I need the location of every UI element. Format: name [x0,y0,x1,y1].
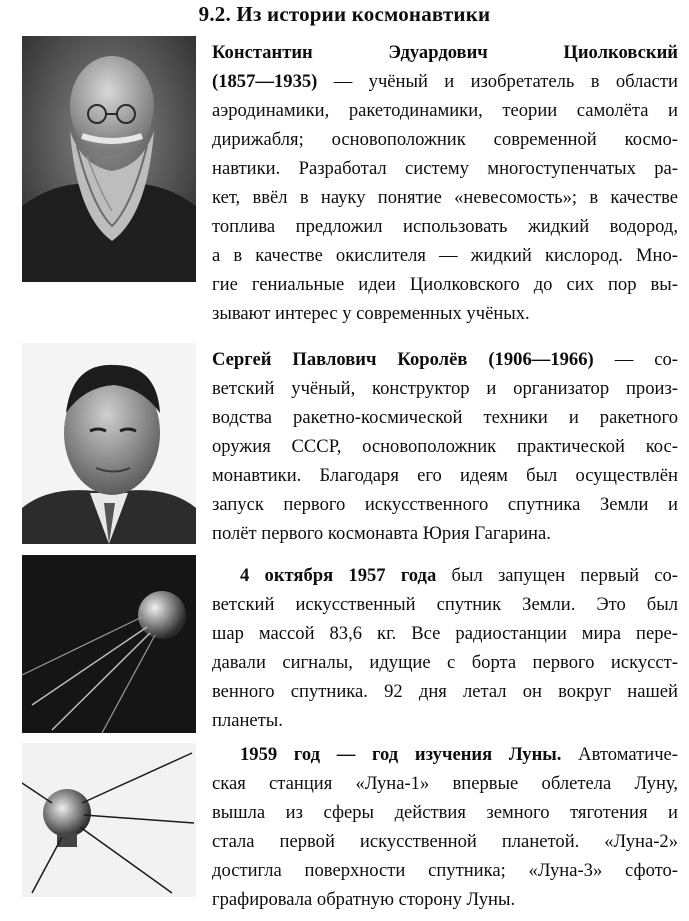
text-line: аэродинамики, ракетодинамики, теории самолёта и [212,100,678,121]
text-line: полёт первого космонавта Юрия Гагарина. [212,523,551,544]
luna-station-photo-icon [22,743,196,897]
text-line: графировала обратную сторону Луны. [212,889,516,910]
text-line: вышла из сферы действия земного тяготения и [212,802,678,823]
text-line: оружия СССР, основоположник практической кос- [212,436,678,457]
text-line: планеты. [212,710,283,731]
text-line: 4 октября 1957 года был запущен первый со- [240,565,678,586]
text-line: дирижабля; основоположник современной космо- [212,129,678,150]
entry-sputnik [212,561,678,735]
text-line: ветский учёный, конструктор и организатор произ- [212,378,678,399]
text-line: (1857—1935) — учёный и изобретатель в области [212,71,678,92]
text-line: Константин Эдуардович Циолковский [212,42,678,63]
text-line: ветский искусственный спутник Земли. Это был [212,594,678,615]
text-line: водства ракетно-космической техники и ракетного [212,407,678,428]
text-line: монавтики. Благодаря его идеям был осуществлён [212,465,678,486]
text-line: зывают интерес у современных учёных. [212,303,530,324]
text-line: топлива предложил использовать жидкий водород, [212,216,678,237]
text-line: запуск первого искусственного спутника Земли и [212,494,678,515]
text-line: Сергей Павлович Королёв (1906—1966) — со- [212,349,678,370]
text-line: ская станция «Луна-1» впервые облетела Луну, [212,773,678,794]
text-line: стала первой искусственной планетой. «Луна-2» [212,831,678,852]
entry-korolev [212,345,678,548]
text-line: достигла поверхности спутника; «Луна-3» сфото- [212,860,678,881]
entry-luna [212,740,678,914]
korolev-portrait-icon [22,343,196,544]
page-title: 9.2. Из истории космонавтики [198,2,491,26]
text-line: 1959 год — год изучения Луны. Автоматиче- [240,744,679,765]
text-line: а в качестве окислителя — жидкий кислород. Мно- [212,245,678,266]
tsiolkovsky-portrait-icon [22,36,196,282]
text-line: венного спутника. 92 дня летал он вокруг нашей [212,681,678,702]
text-line: навтики. Разработал систему многоступенчатых ра- [212,158,678,179]
entry-tsiolkovsky [212,38,678,328]
text-line: кет, ввёл в науку понятие «невесомость»; в качестве [212,187,678,208]
text-line: давали сигналы, идущие с борта первого искусст- [212,652,678,673]
text-line: шар массой 83,6 кг. Все радиостанции мира пере- [212,623,678,644]
sputnik-photo-icon [22,555,196,733]
text-line: гие гениальные идеи Циолковского до сих пор вы- [212,274,678,295]
